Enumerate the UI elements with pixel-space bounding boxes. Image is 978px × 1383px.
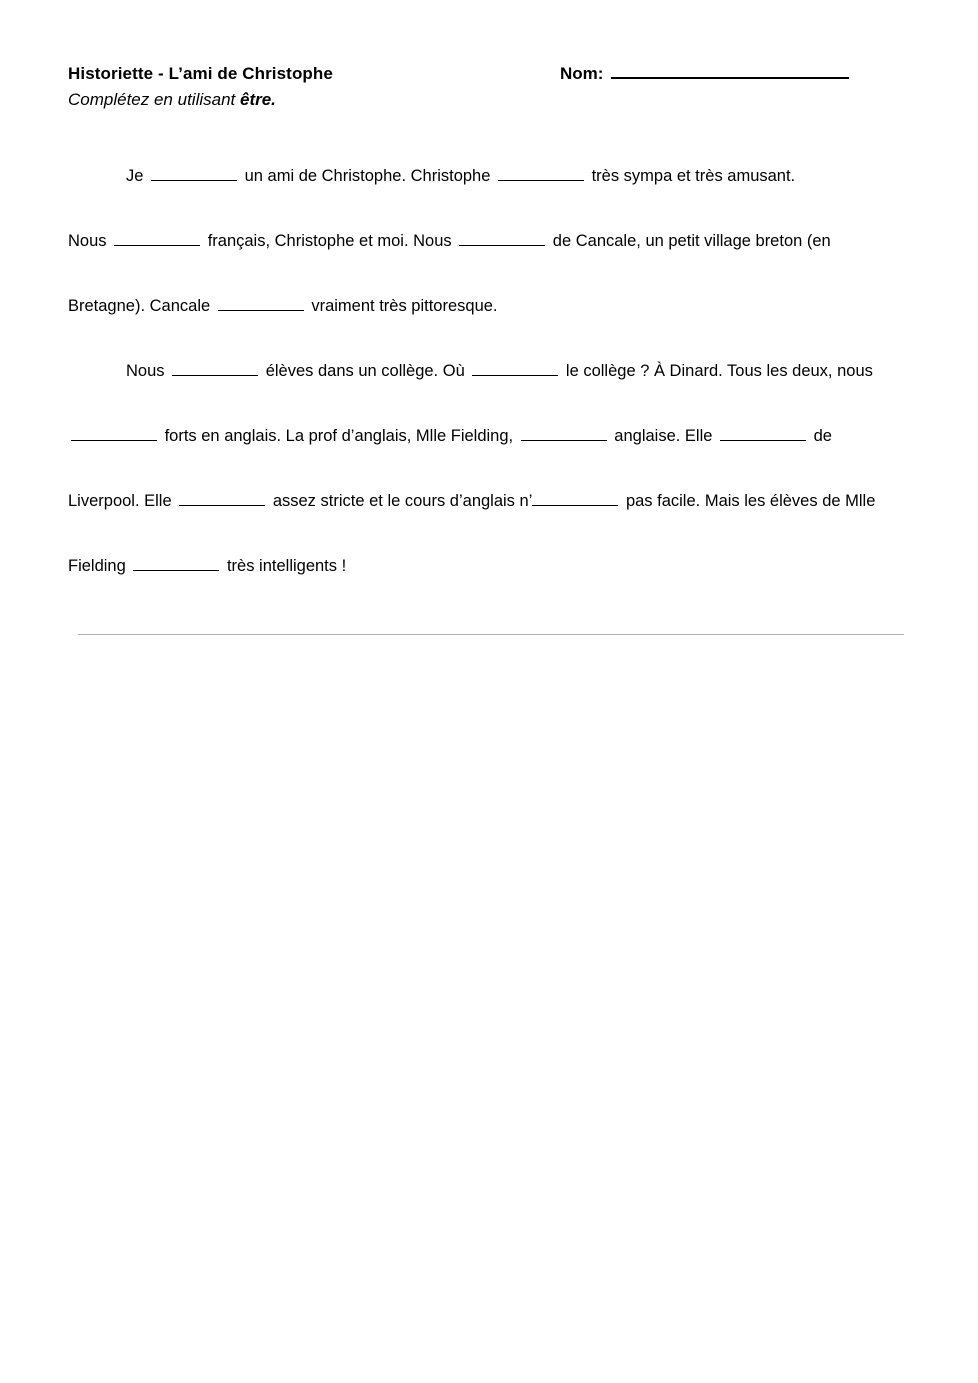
sentence-text: forts en anglais. La prof d’anglais, Mlle Fielding,: [160, 427, 518, 445]
sentence-text: Nous: [126, 362, 170, 380]
sentence-text: Nous: [68, 232, 112, 250]
sentence-text: de Cancale, un petit village breton (en Bretagne). Cancale: [68, 232, 831, 315]
answer-blank[interactable]: [218, 296, 304, 311]
sentence-text: français, Christophe et moi. Nous: [203, 232, 457, 250]
answer-blank[interactable]: [459, 231, 545, 246]
sentence-text: pas facile. Mais les élèves de Mlle Fielding: [68, 492, 876, 575]
name-input[interactable]: [611, 62, 849, 79]
answer-blank[interactable]: [532, 491, 618, 506]
name-label: Nom:: [559, 64, 604, 83]
instruction-text: Complétez en utilisant: [68, 90, 240, 109]
footer-divider: [78, 634, 904, 635]
instruction-emphasis: être.: [239, 90, 276, 109]
instruction-line: [68, 90, 908, 110]
answer-blank[interactable]: [498, 166, 584, 181]
answer-blank[interactable]: [521, 426, 607, 441]
sentence-text: Je: [126, 167, 149, 185]
sentence-text: de Liverpool. Elle: [68, 427, 832, 510]
exercise-paragraph: [68, 209, 908, 339]
page-title: Historiette - L’ami de Christophe: [68, 64, 333, 83]
answer-blank[interactable]: [172, 361, 258, 376]
sentence-text: le collège ? À Dinard. Tous les deux, nous: [561, 362, 873, 380]
answer-blank[interactable]: [133, 556, 219, 571]
worksheet-content: [68, 62, 908, 599]
answer-blank[interactable]: [151, 166, 237, 181]
answer-blank[interactable]: [179, 491, 265, 506]
sentence-text: anglaise. Elle: [609, 427, 718, 445]
sentence-text: assez stricte et le cours d’anglais n’: [268, 492, 533, 510]
exercise-paragraph: [68, 144, 908, 209]
exercise-paragraph: [68, 339, 908, 599]
sentence-text: très sympa et très amusant.: [586, 167, 796, 185]
answer-blank[interactable]: [472, 361, 558, 376]
sentence-text: très intelligents !: [222, 557, 347, 575]
sentence-text: vraiment très pittoresque.: [306, 297, 498, 315]
answer-blank[interactable]: [71, 426, 157, 441]
worksheet-header: [68, 62, 908, 84]
answer-blank[interactable]: [114, 231, 200, 246]
sentence-text: un ami de Christophe. Christophe: [240, 167, 495, 185]
sentence-text: élèves dans un collège. Où: [261, 362, 470, 380]
answer-blank[interactable]: [720, 426, 806, 441]
exercise-body: [68, 144, 908, 599]
name-field-group: [560, 62, 849, 84]
